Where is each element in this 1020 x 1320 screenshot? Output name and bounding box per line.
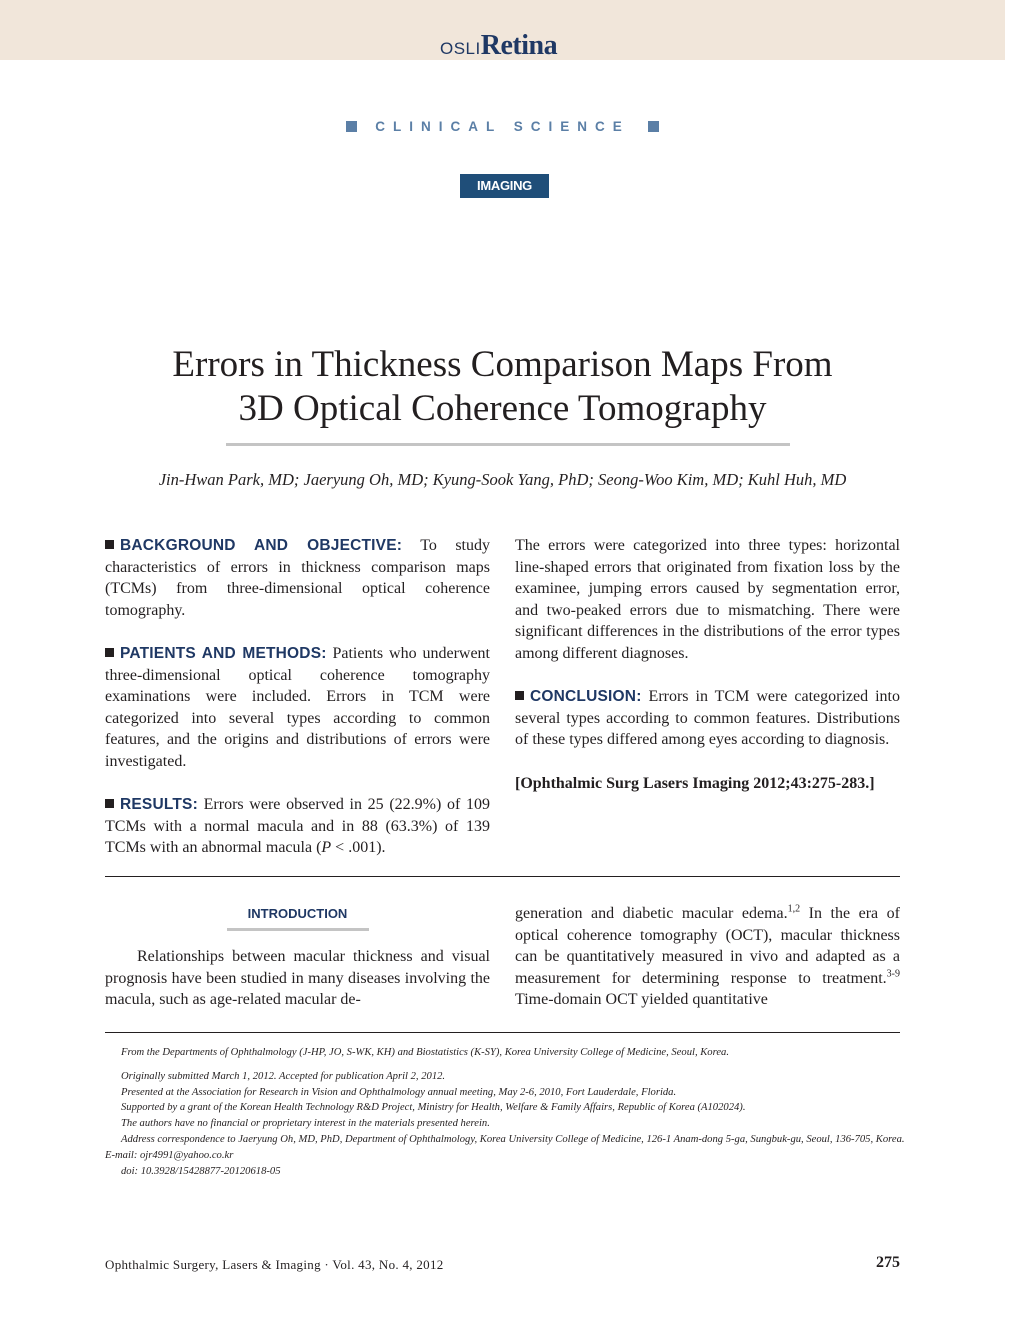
footnote-submitted: Originally submitted March 1, 2012. Accepted for publication April 2, 2012. — [121, 1070, 446, 1082]
intro-left-column — [105, 946, 490, 1011]
logo-prefix: OSLI — [440, 39, 481, 58]
square-bullet-icon — [105, 648, 114, 657]
square-bullet-icon — [105, 540, 114, 549]
intro-text-a: generation and diabetic macular edema. — [515, 905, 788, 922]
conclusion-heading: CONCLUSION: — [530, 688, 642, 706]
journal-logo — [440, 30, 557, 62]
results-p-symbol: P — [321, 839, 332, 857]
abstract-background — [105, 535, 490, 621]
title-line-2: 3D Optical Coherence Tomography — [238, 388, 767, 429]
conclusion-text: Errors in TCM were categorized into several types according to common features. Distributions of these types differed among eyes according to diagnosis. — [515, 688, 900, 749]
intro-text-c: Time-domain OCT yielded quantitative — [515, 991, 768, 1009]
abstract-divider — [105, 876, 900, 877]
methods-heading: PATIENTS AND METHODS: — [120, 644, 327, 662]
logo-main: Retina — [480, 30, 558, 61]
abstract-left-column — [105, 535, 490, 859]
footnote-doi: doi: 10.3928/15428877-20120618-05 — [121, 1165, 281, 1177]
introduction-underline — [227, 928, 369, 931]
reference-superscript: 3-9 — [886, 968, 900, 980]
results-continuation: The errors were categorized into three types: horizontal line-shaped errors that originated from fixation loss by the examinee, jumping errors caused by segmentation error, and two-peaked errors due to mismatching. There were significant differences in the distributions of the error types among different diagnoses. — [515, 537, 900, 662]
abstract-right-column — [515, 535, 900, 794]
intro-continuation — [515, 903, 900, 1011]
author-list: Jin-Hwan Park, MD; Jaeryung Oh, MD; Kyung-Sook Yang, PhD; Seong-Woo Kim, MD; Kuhl Huh, MD — [158, 470, 847, 489]
footnote-divider — [105, 1032, 900, 1033]
citation: [Ophthalmic Surg Lasers Imaging 2012;43:275-283.] — [515, 774, 875, 792]
results-text-a: Errors were observed in 25 (22.9%) of 109 TCMs with a normal macula and in 88 (63.3%) of 139 TCMs with an abnormal macula ( — [105, 796, 490, 857]
footer-journal: Ophthalmic Surgery, Lasers & Imaging · Vol. 43, No. 4, 2012 — [105, 1257, 444, 1272]
intro-right-column — [515, 903, 900, 1011]
footnote-affiliation: From the Departments of Ophthalmology (J-HP, JO, S-WK, KH) and Biostatistics (K-SY), Korea University College of Medicine, Seoul, Korea. — [121, 1047, 729, 1058]
article-title — [100, 343, 905, 431]
square-bullet-icon — [346, 121, 357, 132]
abstract-conclusion — [515, 686, 900, 751]
page-number: 275 — [876, 1254, 900, 1271]
abstract-methods — [105, 643, 490, 773]
square-bullet-icon — [105, 799, 114, 808]
abstract-results — [105, 794, 490, 859]
section-label-text: CLINICAL SCIENCE — [375, 119, 630, 134]
footnotes — [105, 1045, 905, 1179]
title-divider — [226, 443, 790, 446]
intro-paragraph: Relationships between macular thickness and visual prognosis have been studied in many diseases involving the macula, such as age-related macular de- — [105, 948, 490, 1009]
section-label — [0, 119, 1005, 134]
intro-text-b: In the era of optical coherence tomography (OCT), macular thickness can be quantitatively measured in vivo and adapted as a measurement for determining response to treatment. — [515, 905, 900, 987]
reference-superscript: 1,2 — [787, 903, 801, 915]
background-text: To study characteristics of errors in thickness comparison maps (TCMs) from three-dimensional optical coherence tomography. — [105, 537, 490, 619]
footnote-presented: Presented at the Association for Research in Vision and Ophthalmology annual meeting, May 2-6, 2010, Fort Lauderdale, Florida. — [121, 1086, 677, 1098]
methods-text: Patients who underwent three-dimensional optical coherence tomography examinations were included. Errors in TCM were categorized into several types according to common features, and the origins and distributions of errors were investigated. — [105, 644, 490, 770]
title-line-1: Errors in Thickness Comparison Maps From — [172, 344, 833, 385]
square-bullet-icon — [648, 121, 659, 132]
results-heading: RESULTS: — [120, 796, 198, 814]
footnote-correspondence: Address correspondence to Jaeryung Oh, MD, PhD, Department of Ophthalmology, Korea University College of Medicine, 126-1 Anam-dong 5-ga, Sungbuk-gu, Seoul, 136-705, Korea. E-mail: ojr4991@yahoo.co.kr — [105, 1133, 905, 1161]
square-bullet-icon — [515, 691, 524, 700]
introduction-heading: INTRODUCTION — [247, 906, 348, 921]
footnote-interest: The authors have no financial or proprietary interest in the materials presented herein. — [121, 1118, 490, 1130]
background-heading: BACKGROUND AND OBJECTIVE: — [120, 537, 403, 554]
footnote-supported: Supported by a grant of the Korean Health Technology R&D Project, Ministry for Health, Welfare & Family Affairs, Republic of Korea (A102024). — [121, 1102, 746, 1114]
category-tag: IMAGING — [460, 174, 549, 198]
results-text-b: < .001). — [331, 839, 386, 857]
